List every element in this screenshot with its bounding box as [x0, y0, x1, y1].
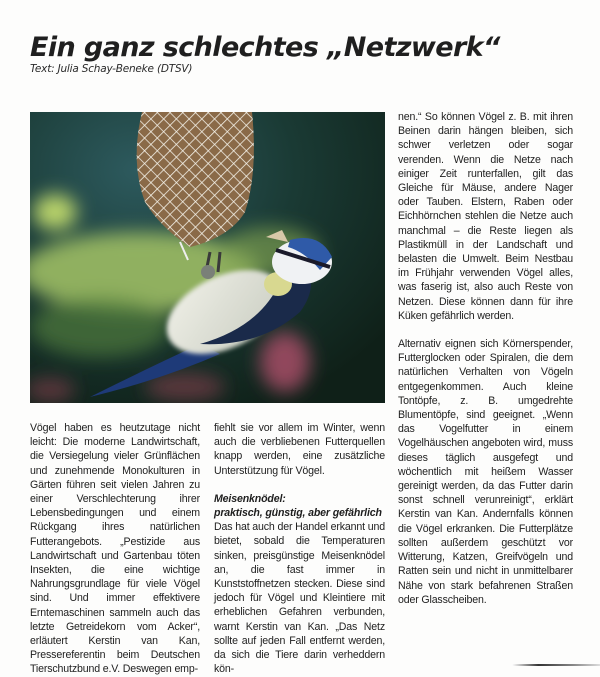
- subheading: Meisenknödel:: [214, 492, 286, 505]
- article-byline: Text: Julia Schay-Beneke (DTSV): [30, 63, 193, 75]
- article-title: Ein ganz schlechtes „Netzwerk“: [30, 32, 500, 64]
- column-2: [214, 421, 385, 676]
- subheading-subtitle: praktisch, günstig, aber gefährlich: [214, 507, 382, 520]
- paragraph: nen.“ So können Vögel z. B. mit ihren Beinen darin hängen bleiben, sich schwer verletzen oder sogar verenden. Wenn die Netze nach einiger Zeit runterfallen, gilt das Gleiche für Mäuse, andere Nager oder Tauben. Elstern, Raben oder Eichhörnchen stehlen die Netze auch manchmal – die Reste liegen als Plastikmüll in der Landschaft und belasten die Umwelt. Beim Nestbau im Frühjahr verwenden Vögel alles, was faserig ist, also auch Reste von Netzen. Diese können dann für ihre Küken gefährlich werden.: [398, 111, 573, 322]
- paragraph: fiehlt sie vor allem im Winter, wenn auch die verbliebenen Futterquellen knapp werden, eine zusätzliche Unterstützung für Vögel.: [214, 422, 385, 477]
- column-3: [398, 110, 573, 607]
- paragraph: Alternativ eignen sich Körnerspender, Futterglocken oder Spiralen, die dem natürlichen Verhalten von Vögeln entgegenkommen. Auch kleine Tontöpfe, z. B. umgedrehte Blumentöpfe, sind geeignet. „Wenn das Vogelfutter in einem Vogelhäuschen angeboten wird, muss dieses täglich ausgefegt und wöchentlich mit heißem Wasser gereinigt werden, da das Futter darin sonst schnell verunreinigt“, erklärt Kerstin van Kan. Andernfalls können die Vögel erkranken. Die Futterplätze sollten außerdem geschützt vor Witterung, Katzen, Greifvögeln und Ratten sein und nicht in unmittelbarer Nähe von stark befahrenen Straßen oder Glasscheiben.: [398, 338, 573, 606]
- column-1: [30, 421, 200, 677]
- article-photo: [30, 112, 385, 403]
- scan-edge-line: [512, 664, 600, 666]
- paragraph: Das hat auch der Handel erkannt und bietet, sobald die Temperaturen sinken, preisgünstige Meisenknödel an, die fast immer in Kunststoffnetzen stecken. Diese sind jedoch für Vögel und Kleintiere mit erheblichen Gefahren verbunden, warnt Kerstin van Kan. „Das Netz sollte auf jeden Fall entfernt werden, da sich die Tiere darin verheddern kön-: [214, 521, 385, 676]
- blue-tit-photo: [30, 112, 385, 403]
- paragraph: Vögel haben es heutzutage nicht leicht: Die moderne Landwirtschaft, die Versiegelung vieler Grünflächen und zunehmende Monokulturen in Gärten führen seit vielen Jahren zu einer Verschlechterung ihrer Lebensbedingungen und einem Rückgang ihres natürlichen Futterangebots. „Pestizide aus Landwirtschaft und Gartenbau töten Insekten, die eine wichtige Nahrungsgrundlage für viele Vögel sind. Und immer effektivere Erntemaschinen sammeln auch das letzte Getreidekorn vom Acker“, erläutert Kerstin van Kan, Pressereferentin beim Deutschen Tierschutzbund e.V. Deswegen emp-: [30, 422, 200, 676]
